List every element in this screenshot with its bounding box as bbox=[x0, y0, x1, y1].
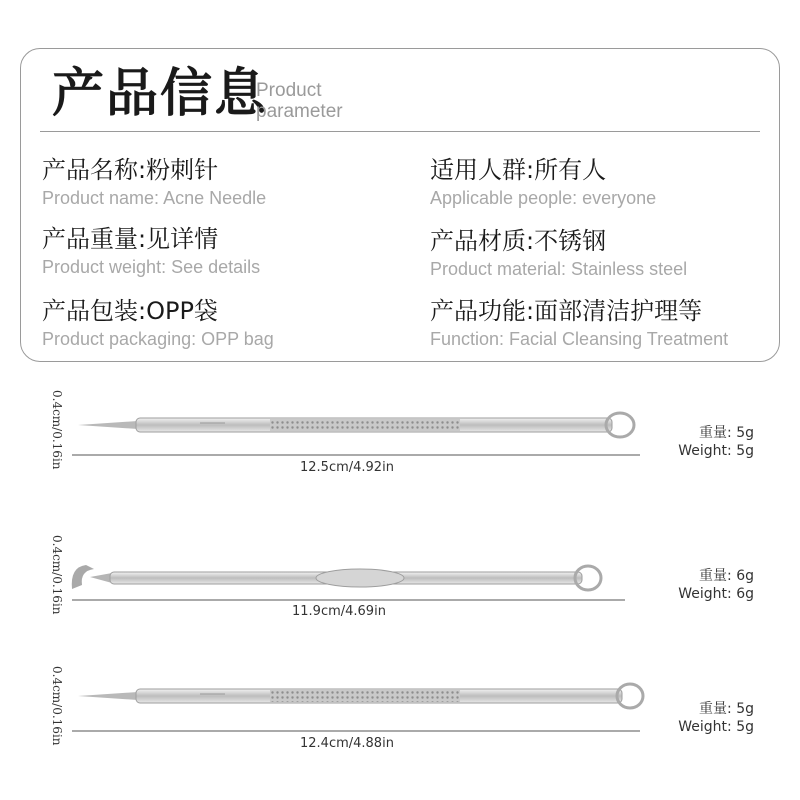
needle-3-width-label: 0.4cm/0.16in bbox=[50, 666, 64, 746]
needle-2-weight bbox=[650, 567, 754, 603]
weight-en: Weight: 5g bbox=[678, 719, 754, 735]
info-label: 产品功能:面部清洁护理等 bbox=[430, 297, 703, 325]
title-divider bbox=[40, 131, 760, 132]
weight-en: Weight: 5g bbox=[678, 443, 754, 459]
info-label-en: Product packaging: OPP bag bbox=[42, 329, 274, 349]
info-label: 产品包装:OPP袋 bbox=[42, 297, 218, 325]
info-applicable-people bbox=[430, 155, 656, 209]
subtitle-line-2: parameter bbox=[256, 101, 343, 122]
info-function bbox=[430, 296, 728, 350]
info-label: 产品重量:见详情 bbox=[42, 225, 219, 253]
subtitle-line-1: Product bbox=[256, 80, 322, 101]
weight-cn: 重量: 5g bbox=[699, 425, 754, 441]
weight-cn: 重量: 6g bbox=[699, 568, 754, 584]
needle-1-length: 12.5cm/4.92in bbox=[300, 460, 394, 475]
needle-3-weight bbox=[650, 700, 754, 736]
info-label-en: Product weight: See details bbox=[42, 257, 261, 277]
section-title: 产品信息 bbox=[52, 64, 269, 124]
info-label-en: Applicable people: everyone bbox=[430, 188, 657, 208]
info-label: 产品材质:不锈钢 bbox=[430, 227, 607, 255]
needle-1-weight bbox=[650, 424, 754, 460]
info-product-name bbox=[42, 155, 266, 209]
needle-2-length: 11.9cm/4.69in bbox=[292, 604, 386, 619]
info-label-en: Function: Facial Cleansing Treatment bbox=[430, 329, 729, 349]
needle-1-width-label: 0.4cm/0.16in bbox=[50, 390, 64, 470]
info-label: 适用人群:所有人 bbox=[430, 156, 607, 184]
info-product-weight bbox=[42, 224, 260, 278]
info-label-en: Product material: Stainless steel bbox=[430, 259, 688, 279]
info-product-material bbox=[430, 226, 687, 280]
info-label: 产品名称:粉刺针 bbox=[42, 156, 219, 184]
section-subtitle bbox=[256, 80, 343, 122]
info-label-en: Product name: Acne Needle bbox=[42, 188, 267, 208]
info-packaging bbox=[42, 296, 274, 350]
needle-2-width-label: 0.4cm/0.16in bbox=[50, 535, 64, 615]
needle-3-length: 12.4cm/4.88in bbox=[300, 736, 394, 751]
weight-en: Weight: 6g bbox=[678, 586, 754, 602]
weight-cn: 重量: 5g bbox=[699, 701, 754, 717]
